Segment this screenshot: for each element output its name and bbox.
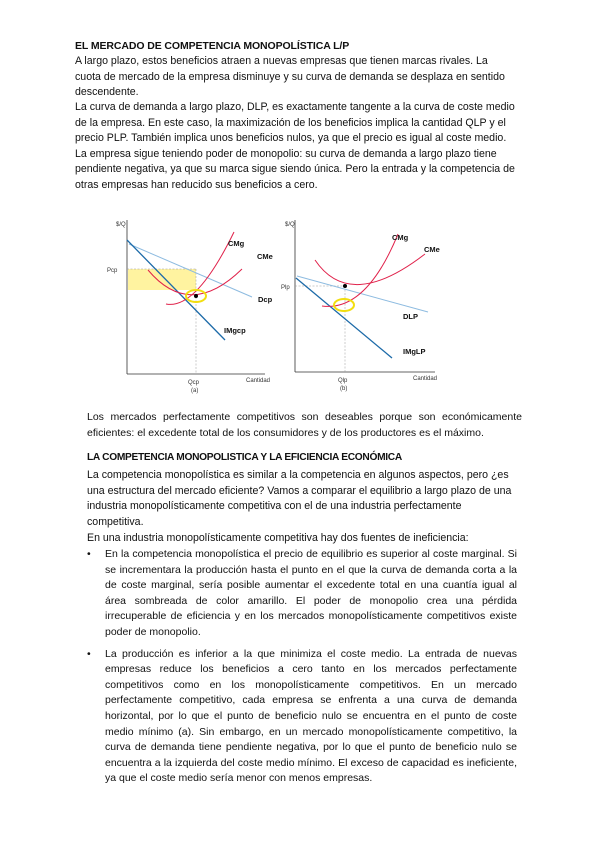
equilibrium-point-right [343, 284, 347, 288]
demand-label-right: DLP [403, 312, 418, 321]
ac-curve-right [315, 254, 425, 285]
paragraph-inefficiency-sources: En una industria monopolísticamente competitiva hay dos fuentes de ineficiencia: [87, 532, 469, 544]
y-axis-label-right: $/Q [285, 222, 295, 228]
figure-graphs [100, 212, 480, 397]
list-item-text: En la competencia monopolística el precio de equilibrio es superior al coste marginal. Si se incrementara la producción hasta el punto en el que la curva de demanda corta a la de coste marginal, sería posible aumentar el excedente total en una cuantía igual al área sombreada de color amarillo. El poder de monopolio crea una pérdida irrecuperable de eficiencia y en los mercados monopolísticamente competitivos existe poder de monopolio. [105, 548, 517, 638]
mc-label-left: CMg [228, 239, 245, 248]
demand-label-left: Dcp [258, 295, 273, 304]
graph-short-run [107, 220, 273, 394]
panel-label-left: (a) [191, 388, 199, 394]
demand-curve-right [297, 276, 428, 312]
x-axis-label-right: Cantidad [413, 376, 438, 382]
qty-label-right: Qlp [338, 378, 348, 384]
figure-monopolistic-competition [100, 212, 480, 397]
equilibrium-ring-right [334, 299, 354, 311]
profit-area [128, 269, 196, 290]
price-label-right: Plp [281, 285, 290, 291]
list-item [87, 647, 517, 787]
equilibrium-point-left [194, 294, 198, 298]
ac-label-left: CMe [257, 252, 273, 261]
qty-label-left: Qcp [188, 380, 200, 386]
mr-label-left: IMgcp [224, 326, 246, 335]
bullet-icon: • [87, 548, 91, 560]
list-item [87, 547, 517, 641]
mr-curve-right [296, 278, 392, 358]
bullet-icon: • [87, 647, 91, 660]
mr-label-right: IMgLP [403, 347, 426, 356]
y-axis-label-left: $/Q [116, 222, 126, 228]
section-heading-efficiency: LA COMPETENCIA MONOPOLISTICA Y LA EFICIENCIA ECONÓMICA [87, 452, 402, 463]
mc-curve-right [322, 234, 398, 306]
list-item-text: La producción es inferior a la que minimiza el coste medio. La entrada de nuevas empresas reduce los beneficios a cero tanto en los mercados perfectamente competitivos como en los monopolísticamente competitivos. En un mercado perfectamente competitivo, cada empresa se enfrenta a una curva de demanda horizontal, por lo que el punto de beneficio nulo se encuentra en el punto de coste medio mínimo (a). Sin embargo, en un mercado monopolísticamente competitivo, la curva de demanda tiene pendiente negativa, por lo que el punto de beneficio nulo se encuentra a la izquierda del coste medio mínimo. El exceso de capacidad es ineficiente, ya que el coste medio sería menor con menos empresas. [105, 647, 517, 785]
page-title: EL MERCADO DE COMPETENCIA MONOPOLÍSTICA L/P [75, 40, 350, 52]
inefficiency-list [87, 547, 517, 787]
mc-label-right: CMg [392, 233, 409, 242]
ac-label-right: CMe [424, 245, 440, 254]
graph-long-run [281, 220, 440, 392]
paragraph-perfect-competition: Los mercados perfectamente competitivos son deseables porque son económicamente eficientes: el excedente total de los consumidores y de los productores es el máximo. [87, 411, 522, 439]
paragraph-long-run-entry: A largo plazo, estos beneficios atraen a nuevas empresas que tienen marcas rivales. La cuota de mercado de la empresa disminuye y su curva de demanda se desplaza en sentido descendente. [75, 55, 505, 99]
paragraph-long-run-demand: La curva de demanda a largo plazo, DLP, es exactamente tangente a la curva de coste medio de la empresa. En este caso, la maximización de los beneficios implica la cantidad QLP y el precio PLP. También implica unos beneficios nulos, ya que el precio es igual al coste medio. La empresa sigue teniendo poder de monopolio: su curva de demanda a largo plazo tiene pendiente negativa, ya que su marca sigue siendo única. Pero la entrada y la competencia de otras empresas han reducido sus beneficios a cero. [75, 101, 515, 191]
paragraph-efficiency-question: La competencia monopolística es similar a la competencia en algunos aspectos, pero ¿es una estructura del mercado eficiente? Vamos a comparar el equilibrio a largo plazo de una industria monopolísticamente competitiva con el de una industria perfectamente competitiva. [87, 469, 512, 528]
panel-label-right: (b) [340, 386, 348, 392]
price-label-left: Pcp [107, 268, 118, 274]
x-axis-label-left: Cantidad [246, 378, 271, 384]
